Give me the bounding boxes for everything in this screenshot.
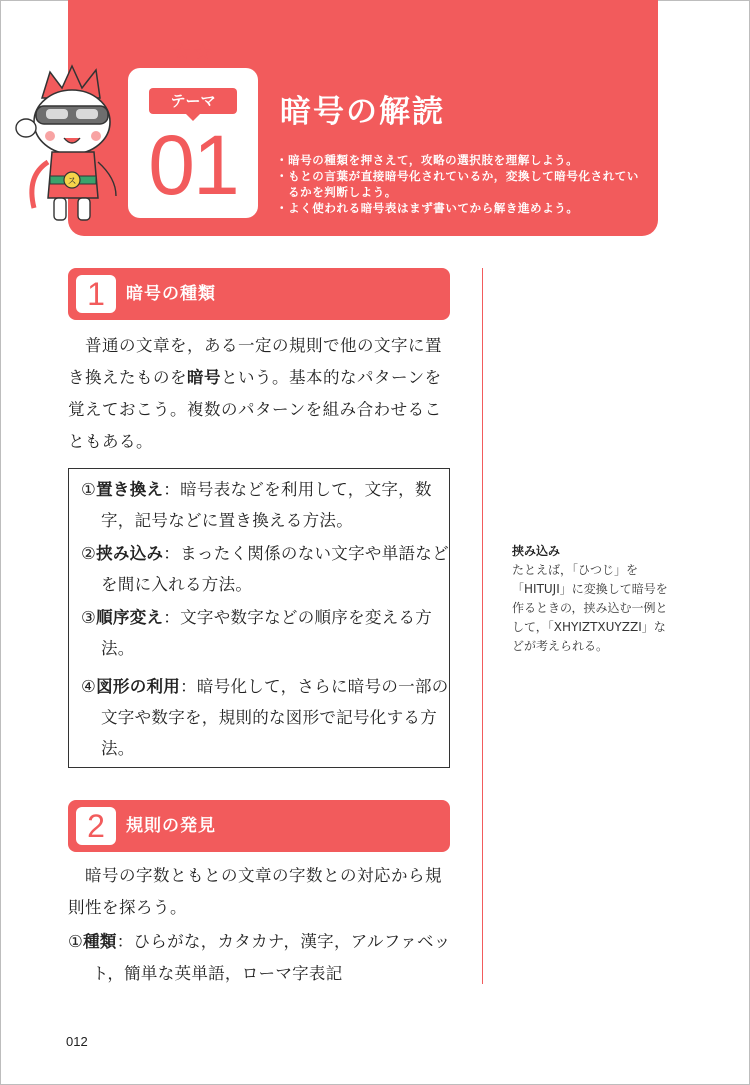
type-term: 種類: [83, 932, 117, 951]
method-item: [81, 474, 463, 536]
section-number: 1: [76, 275, 116, 313]
method-desc: ：暗号表などを利用して，文字，数字，記号などに置き換える方法。: [101, 480, 432, 530]
side-note-title: 挟み込み: [512, 544, 561, 558]
section-number: 2: [76, 807, 116, 845]
character-types-item: [68, 926, 476, 990]
paragraph-text: という。基本的なパターンを覚えておこう。複数のパターンを組み合わせることもある。: [68, 368, 442, 451]
method-marker: ①: [81, 480, 97, 499]
method-marker: ④: [81, 677, 97, 696]
type-desc: ：ひらがな，カタカナ，漢字，アルファベット，簡単な英単語，ローマ字表記: [92, 932, 451, 983]
method-desc: ：まったく関係のない文字や単語などを間に入れる方法。: [101, 544, 449, 594]
method-desc: ：暗号化して，さらに暗号の一部の文字や数字を，規則的な図形で記号化する方法。: [101, 677, 449, 758]
difficulty-stars: ★★: [172, 40, 214, 65]
method-term: 挟み込み: [96, 544, 164, 563]
section-header-2: [68, 800, 450, 852]
paragraph-text: 普通の文章を，ある一定の規則で他の文字に置き換えたものを: [68, 336, 442, 387]
section-title: 規則の発見: [126, 816, 216, 836]
key-term-cipher: 暗号: [187, 368, 221, 387]
section-header-1: [68, 268, 450, 320]
theme-card: [128, 68, 258, 218]
page-title: 暗号の解読: [280, 94, 445, 130]
cipher-methods-box: [68, 468, 450, 768]
column-divider: [482, 268, 483, 984]
method-item: [81, 671, 463, 764]
section1-paragraph: [68, 330, 452, 458]
section2-paragraph: 暗号の字数ともとの文章の字数との対応から規則性を探ろう。: [68, 866, 442, 917]
method-item: [81, 538, 463, 600]
type-marker: ①: [68, 932, 84, 951]
method-marker: ③: [81, 608, 97, 627]
mascot-illustration: [12, 58, 128, 228]
theme-label: テーマ: [149, 88, 237, 114]
method-marker: ②: [81, 544, 97, 563]
mascot-badge-text: ス: [67, 177, 77, 187]
side-note: [512, 542, 672, 656]
method-term: 順序変え: [96, 608, 164, 627]
section-title: 暗号の種類: [126, 284, 216, 304]
objective-item: ・暗号の種類を押さえて，攻略の選択肢を理解しよう。: [276, 153, 579, 167]
theme-number: 01: [148, 118, 238, 212]
page-number: 012: [66, 1034, 88, 1049]
objective-item: ・もとの言葉が直接暗号化されているか，変換して暗号化されているかを判断しよう。: [276, 169, 639, 199]
method-term: 置き換え: [96, 480, 164, 499]
method-term: 図形の利用: [96, 677, 181, 696]
objective-item: ・よく使われる暗号表はまず書いてから解き進めよう。: [276, 201, 579, 215]
method-item: [81, 602, 463, 664]
method-desc: ：文字や数字などの順序を変える方法。: [101, 608, 433, 658]
side-note-body: たとえば，「ひつじ」を「HITUJI」に変換して暗号を作るときの，挟み込む一例として，「XHYIZTXUYZZI」などが考えられる。: [512, 563, 668, 653]
learning-objectives: [276, 152, 646, 216]
